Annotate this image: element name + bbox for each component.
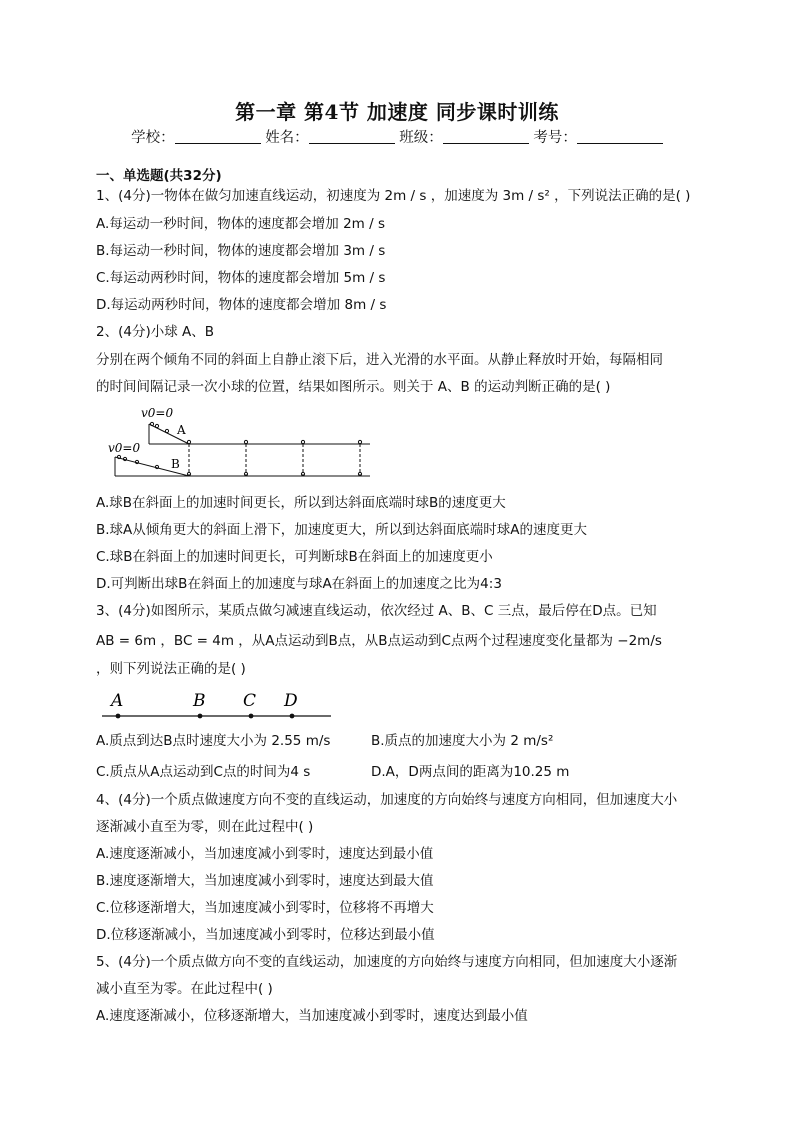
class-blank	[443, 127, 529, 144]
number-blank	[577, 127, 663, 144]
point-c	[249, 714, 254, 719]
q4-option-b: B.速度逐渐增大，当加速度减小到零时，速度达到最大值	[96, 873, 434, 889]
q2-option-a: A.球B在斜面上的加速时间更长，所以到达斜面底端时球B的速度更大	[96, 495, 506, 511]
q1-option-a: A.每运动一秒时间，物体的速度都会增加 2m / s	[96, 216, 385, 232]
ball-b-3	[135, 460, 138, 463]
v0-top-label: v0=0	[141, 406, 174, 420]
q4-option-d: D.位移逐渐减小，当加速度减小到零时，位移达到最小值	[96, 927, 435, 943]
q3-option-c: C.质点从A点运动到C点的时间为4 s	[96, 764, 311, 780]
ball-a-5	[244, 440, 247, 443]
point-c-label: C	[243, 691, 257, 711]
q5-stem-line2: 减小直至为零。在此过程中( )	[96, 981, 273, 997]
q1-stem: 1、(4分)一物体在做匀加速直线运动，初速度为 2m / s ，加速度为 3m / s² ，下列说法正确的是( )	[96, 188, 691, 204]
q4-stem-line2: 逐渐减小直至为零，则在此过程中( )	[96, 819, 314, 835]
ball-b-2	[123, 457, 126, 460]
ball-b-1	[117, 455, 120, 458]
q2-option-d: D.可判断出球B在斜面上的加速度与球A在斜面上的加速度之比为4:3	[96, 576, 502, 592]
q3-option-a: A.质点到达B点时速度大小为 2.55 m/s	[96, 733, 331, 749]
ball-a-2	[155, 424, 158, 427]
school-blank	[175, 127, 261, 144]
point-b	[198, 714, 203, 719]
q4-stem: 4、(4分)一个质点做速度方向不变的直线运动，加速度的方向始终与速度方向相同，但加速度大小	[96, 792, 678, 808]
class-label: 班级：	[399, 130, 443, 146]
q2-slope-figure	[105, 402, 375, 482]
point-a	[116, 714, 121, 719]
point-d	[290, 714, 295, 719]
q2-option-b: B.球A从倾角更大的斜面上滑下，加速度更大，所以到达斜面底端时球A的速度更大	[96, 522, 588, 538]
q2-stem-line2: 分别在两个倾角不同的斜面上自静止滚下后，进入光滑的水平面。从静止释放时开始，每隔相同	[96, 352, 663, 368]
ball-b-4	[155, 465, 158, 468]
label-a: A	[177, 423, 186, 437]
q2-option-c: C.球B在斜面上的加速时间更长，可判断球B在斜面上的加速度更小	[96, 549, 493, 565]
point-d-label: D	[284, 691, 298, 711]
ball-a-1	[150, 422, 153, 425]
q3-option-b: B.质点的加速度大小为 2 m/s²	[371, 733, 554, 749]
v0-bottom-label: v0=0	[108, 441, 141, 455]
section-heading: 一、单选题(共32分)	[96, 168, 222, 184]
q1-option-b: B.每运动一秒时间，物体的速度都会增加 3m / s	[96, 243, 386, 259]
ball-a-6	[301, 440, 304, 443]
name-blank	[309, 127, 395, 144]
point-a-label: A	[111, 691, 124, 711]
q3-option-d: D.A，D两点间的距离为10.25 m	[371, 764, 570, 780]
q3-stem-line3: ，则下列说法正确的是( )	[96, 661, 246, 677]
ball-a-7	[358, 440, 361, 443]
q4-option-c: C.位移逐渐增大，当加速度减小到零时，位移将不再增大	[96, 900, 434, 916]
page-title: 第一章 第4节 加速度 同步课时训练	[235, 100, 559, 124]
q4-option-a: A.速度逐渐减小，当加速度减小到零时，速度达到最小值	[96, 846, 434, 862]
q5-stem: 5、(4分)一个质点做方向不变的直线运动，加速度的方向始终与速度方向相同，但加速度大小逐渐	[96, 954, 678, 970]
q3-points-figure	[96, 686, 336, 722]
name-label: 姓名：	[265, 130, 309, 146]
q1-option-d: D.每运动两秒时间，物体的速度都会增加 8m / s	[96, 297, 387, 313]
student-info-row	[0, 126, 794, 147]
q5-option-a: A.速度逐渐减小，位移逐渐增大，当加速度减小到零时，速度达到最小值	[96, 1008, 528, 1024]
q3-stem: 3、(4分)如图所示，某质点做匀减速直线运动，依次经过 A、B、C 三点，最后停在D点。已知	[96, 603, 657, 619]
label-b: B	[171, 457, 180, 471]
q3-stem-line2: AB = 6m ，BC = 4m ，从A点运动到B点，从B点运动到C点两个过程速度变化量都为 −2m/s	[96, 633, 662, 649]
ball-a-4	[187, 440, 190, 443]
ball-a-3	[165, 429, 168, 432]
school-label: 学校：	[131, 130, 175, 146]
q1-option-c: C.每运动两秒时间，物体的速度都会增加 5m / s	[96, 270, 386, 286]
number-label: 考号：	[533, 130, 577, 146]
q2-stem: 2、(4分)小球 A、B	[96, 324, 214, 340]
q2-stem-line3: 的时间间隔记录一次小球的位置，结果如图所示。则关于 A、B 的运动判断正确的是( )	[96, 379, 611, 395]
point-b-label: B	[193, 691, 206, 711]
